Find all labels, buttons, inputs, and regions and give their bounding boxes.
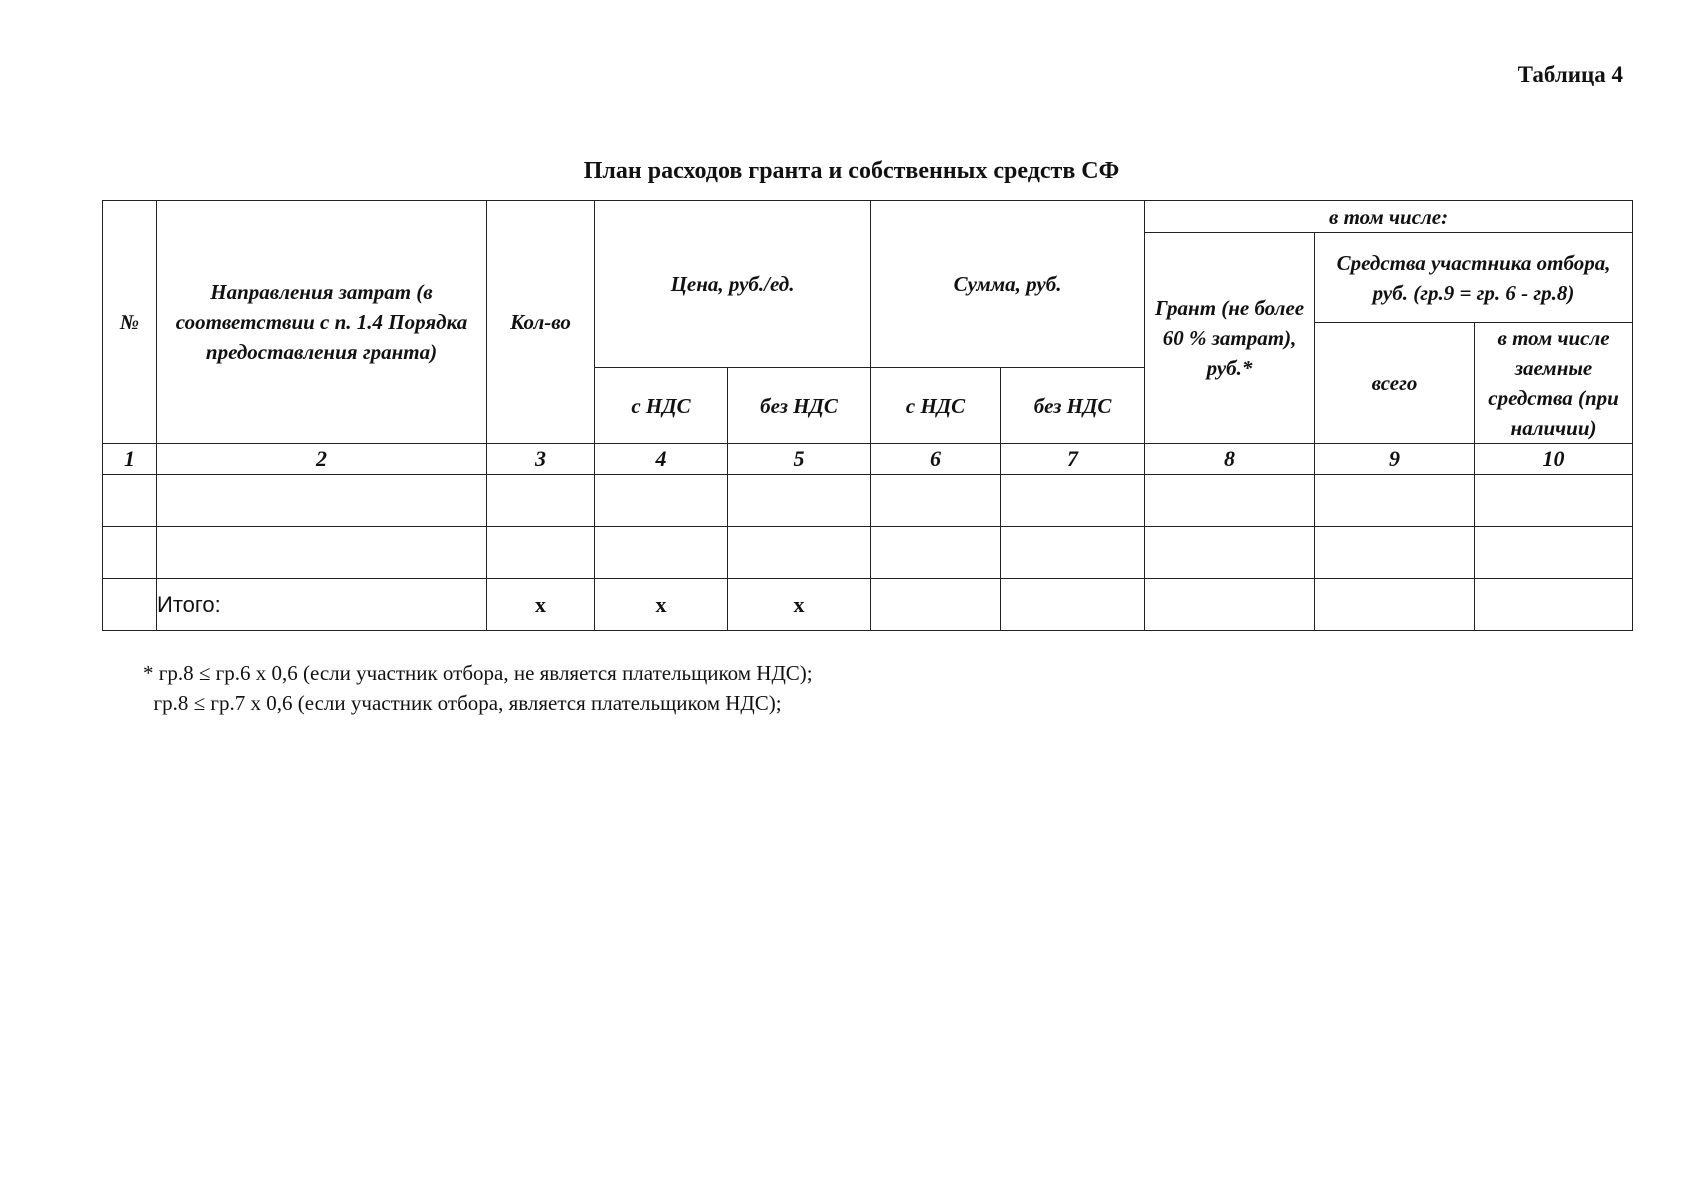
total-label: Итого:	[157, 579, 487, 631]
header-sum: Сумма, руб.	[871, 201, 1145, 368]
column-number: 4	[595, 444, 728, 475]
column-number: 3	[487, 444, 595, 475]
table-number-label: Таблица 4	[1517, 62, 1623, 87]
header-borrowed: в том числе заемные средства (при наличии)	[1475, 323, 1633, 444]
column-number: 5	[728, 444, 871, 475]
column-number-row	[103, 444, 1633, 475]
table-row	[103, 527, 1633, 579]
header-price-without-vat: без НДС	[728, 368, 871, 444]
column-number: 9	[1315, 444, 1475, 475]
header-sum-without-vat: без НДС	[1001, 368, 1145, 444]
total-row	[103, 579, 1633, 631]
header-participant-funds: Средства участника отбора, руб. (гр.9 = гр. 6 - гр.8)	[1315, 233, 1633, 323]
header-direction: Направления затрат (в соответствии с п. 1.4 Порядка предоставления гранта)	[157, 201, 487, 444]
column-number: 2	[157, 444, 487, 475]
header-qty: Кол-во	[487, 201, 595, 444]
column-number: 8	[1145, 444, 1315, 475]
document-title: План расходов гранта и собственных средств СФ	[583, 158, 1120, 184]
footnotes	[143, 658, 813, 718]
column-number: 10	[1475, 444, 1633, 475]
total-price-with-vat-x: х	[595, 579, 728, 631]
expense-plan-table	[102, 200, 1633, 631]
header-grant: Грант (не более 60 % затрат), руб.*	[1145, 233, 1315, 444]
column-number: 6	[871, 444, 1001, 475]
footnote-line: гр.8 ≤ гр.7 х 0,6 (если участник отбора, является плательщиком НДС);	[143, 691, 782, 715]
table-row	[103, 475, 1633, 527]
header-price-with-vat: с НДС	[595, 368, 728, 444]
column-number: 7	[1001, 444, 1145, 475]
header-total: всего	[1315, 323, 1475, 444]
footnote-line: * гр.8 ≤ гр.6 х 0,6 (если участник отбора, не является плательщиком НДС);	[143, 661, 813, 685]
column-number: 1	[103, 444, 157, 475]
header-including: в том числе:	[1145, 201, 1633, 233]
header-price: Цена, руб./ед.	[595, 201, 871, 368]
header-no: №	[103, 201, 157, 444]
total-price-without-vat-x: х	[728, 579, 871, 631]
header-sum-with-vat: с НДС	[871, 368, 1001, 444]
total-qty-x: х	[487, 579, 595, 631]
